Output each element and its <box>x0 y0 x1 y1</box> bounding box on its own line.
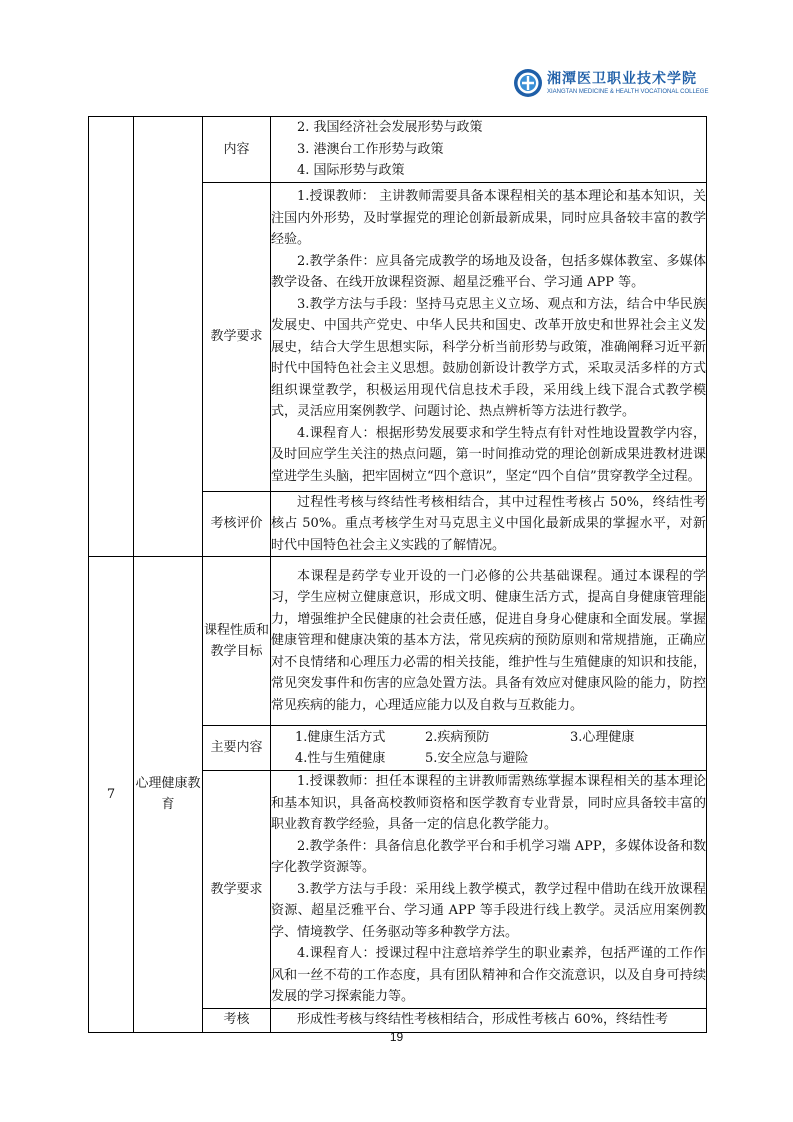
evaluation-text <box>271 491 707 557</box>
evaluation-label: 考核评价 <box>203 491 271 557</box>
paragraph: 2.教学条件：应具备完成教学的场地及设备，包括多媒体教室、多媒体教学设备、在线开放课程资源、超星泛雅平台、学习通 APP 等。 <box>271 253 706 290</box>
paragraph: 1.授课教师： 主讲教师需要具备本课程相关的基本理论和基本知识，关注国内外形势，及时掌握党的理论创新最新成果，同时应具备较丰富的教学经验。 <box>271 189 706 247</box>
evaluation-text <box>271 1008 707 1032</box>
main-content-list <box>271 726 707 771</box>
list-item: 3. 港澳台工作形势与政策 <box>297 141 444 157</box>
nature-text <box>271 557 707 726</box>
paragraph: 4.课程育人：授课过程中注意培养学生的职业素养，包括严谨的工作作风和一丝不苟的工作态度，具有团队精神和合作交流意识，以及自身可持续发展的学习探索能力等。 <box>271 946 706 1004</box>
content-list <box>271 117 707 183</box>
table-row <box>89 557 707 726</box>
table-row <box>89 117 707 183</box>
requirements-label: 教学要求 <box>203 771 271 1009</box>
school-name-en: XIANGTAN MEDICINE & HEALTH VOCATIONAL COLLEGE <box>547 88 709 95</box>
requirements-text <box>271 771 707 1009</box>
seq-cell-empty <box>89 117 134 557</box>
paragraph: 形成性考核与终结性考核相结合，形成性考核占 60%，终结性考 <box>297 1012 669 1028</box>
main-content-label: 主要内容 <box>203 726 271 771</box>
requirements-text <box>271 182 707 491</box>
seq-number: 7 <box>89 557 134 1033</box>
school-logo <box>513 66 713 100</box>
list-item: 5.安全应急与避险 <box>425 751 529 766</box>
nature-label: 课程性质和教学目标 <box>203 557 271 726</box>
list-item: 2. 我国经济社会发展形势与政策 <box>297 120 483 135</box>
page-number: 19 <box>389 1030 404 1044</box>
requirements-label: 教学要求 <box>203 182 271 491</box>
paragraph: 3.教学方法与手段：采用线上教学模式，教学过程中借助在线开放课程资源、超星泛雅平台、学习通 APP 等手段进行线上教学。灵活应用案例教学、情境教学、任务驱动等多种教学方法。 <box>271 881 706 940</box>
list-item: 1.健康生活方式 <box>295 729 386 745</box>
school-seal-icon <box>513 68 543 98</box>
evaluation-label: 考核 <box>203 1008 271 1032</box>
course-name-cell-empty <box>134 117 203 557</box>
course-name: 心理健康教育 <box>134 557 203 1033</box>
list-item: 4.性与生殖健康 <box>295 751 386 766</box>
paragraph: 过程性考核与终结性考核相结合，其中过程性考核占 50%，终结性考核占 50%。重点考核学生对马克思主义中国化最新成果的掌握水平，对新时代中国特色社会主义实践的了解情况。 <box>271 494 706 553</box>
course-table <box>88 116 707 1033</box>
list-item: 2.疾病预防 <box>425 729 490 745</box>
list-item: 3.心理健康 <box>570 729 635 745</box>
list-item: 4. 国际形势与政策 <box>297 163 405 178</box>
paragraph: 4.课程育人：根据形势发展要求和学生特点有针对性地设置教学内容，及时回应学生关注的热点问题，第一时间推动党的理论创新成果进教材进课堂进学生头脑，把牢固树立“四个意识”，坚定“四个自信”贯穿教学全过程。 <box>271 425 706 484</box>
paragraph: 2.教学条件：具备信息化教学平台和手机学习端 APP，多媒体设备和数字化教学资源等。 <box>271 838 706 875</box>
paragraph: 3.教学方法与手段：坚持马克思主义立场、观点和方法，结合中华民族发展史、中国共产党史、中华人民共和国史、改革开放史和世界社会主义发展史，结合大学生思想实际，科学分析当前形势与政策，准确阐释习近平新时代中国特色社会主义思想。鼓励创新设计教学方式，采取灵活多样的方式组织课堂教学，积极运用现代信息技术手段，采用线上线下混合式教学模式，灵活应用案例教学、问题讨论、热点辨析等方法进行教学。 <box>271 296 706 419</box>
content-label: 内容 <box>203 117 271 183</box>
paragraph: 本课程是药学专业开设的一门必修的公共基础课程。通过本课程的学习，学生应树立健康意识，形成文明、健康生活方式，提高自身健康管理能力，增强维护全民健康的社会责任感，促进自身身心健康和全面发展。掌握健康管理和健康决策的基本方法，常见疾病的预防原则和常规措施，正确应对不良情绪和心理压力必需的相关技能，维护性与生殖健康的知识和技能，常见突发事件和伤害的应急处置方法。具备有效应对健康风险的能力，防控常见疾病的能力，心理适应能力以及自救与互救能力。 <box>271 568 706 713</box>
school-name: 湘潭医卫职业技术学院 <box>547 70 697 87</box>
paragraph: 1.授课教师：担任本课程的主讲教师需熟练掌握本课程相关的基本理论和基本知识，具备高校教师资格和医学教育专业背景，同时应具备较丰富的职业教育教学经验，具备一定的信息化教学能力。 <box>271 774 706 832</box>
